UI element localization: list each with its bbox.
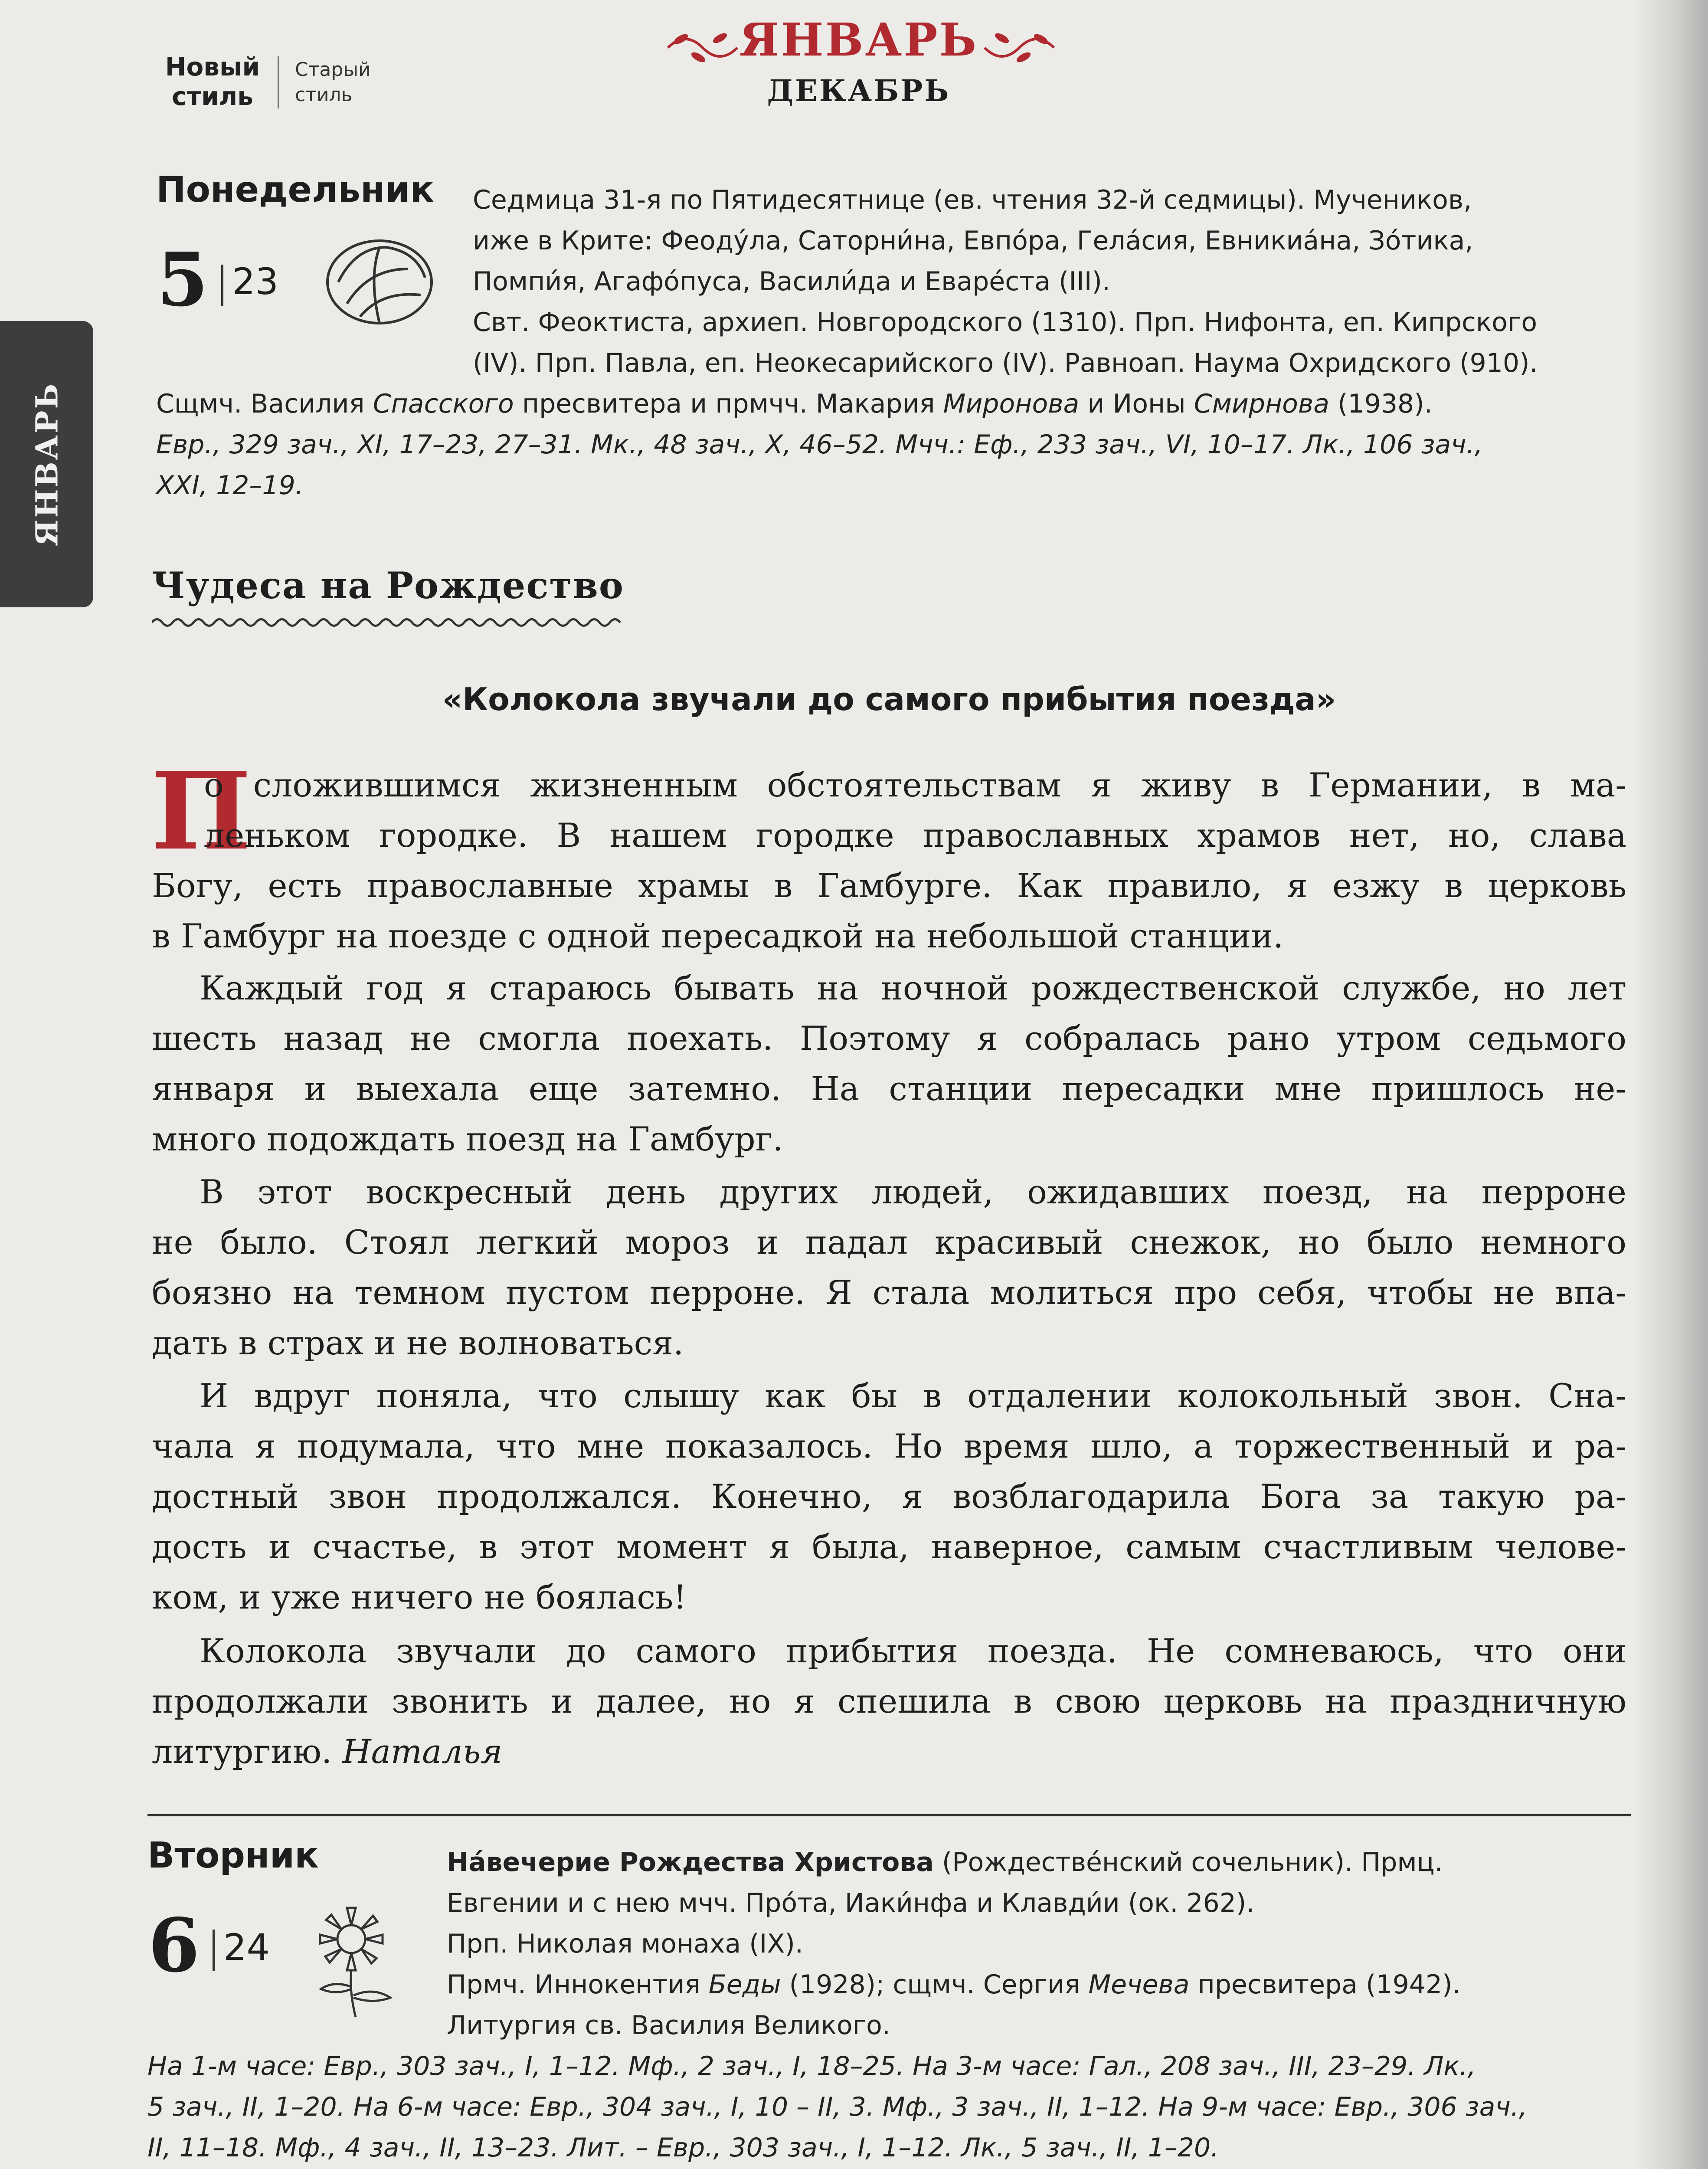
- story-line-2: леньком городке. В нашем городке православных храмов нет, но, слава: [204, 816, 1626, 855]
- story-line-16: дость и счастье, в этот момент я была, наверное, самым счастливым челове-: [152, 1527, 1626, 1566]
- old-style-label: [295, 57, 371, 108]
- tuesday-line4-b: Беды: [708, 1969, 781, 2000]
- wavy-underline-icon: [152, 616, 629, 629]
- month-new-title: ЯНВАРЬ: [739, 13, 978, 66]
- story-line-15: достный звон продолжался. Конечно, я возблагодарила Бога за такую ра-: [152, 1477, 1626, 1516]
- page-edge-shadow: [1634, 0, 1708, 2169]
- monday-text-line2: иже в Крите: Феоду́ла, Саторни́на, Евпо́ра, Гела́сия, Евникиа́на, Зо́тика,: [473, 226, 1473, 256]
- martyrs-part-c: пресвитера и прмчч. Макария: [514, 389, 943, 419]
- monday-text-line4: Свт. Феоктиста, архиеп. Новгородского (1310). Прп. Нифонта, еп. Кипрского: [473, 307, 1538, 337]
- tuesday-line4-a: Прмч. Иннокентия: [447, 1969, 709, 2000]
- story-line-3: Богу, есть православные храмы в Гамбурге. Как правило, я езжу в церковь: [152, 866, 1626, 905]
- tuesday-feast-line: [447, 1842, 1443, 1883]
- tuesday-line4-c: (1928); сщмч. Сергия: [781, 1969, 1089, 2000]
- story-line-13: И вдруг поняла, что слышу как бы в отдалении колокольный звон. Сна-: [200, 1376, 1626, 1415]
- tuesday-line3: Прп. Николая монаха (IX).: [447, 1929, 803, 1959]
- tuesday-day-old: 24: [223, 1926, 270, 1969]
- monday-day-old: 23: [232, 260, 278, 303]
- month-old-title: ДЕКАБРЬ: [767, 74, 951, 108]
- side-month-label: ЯНВАРЬ: [29, 382, 65, 547]
- tuesday-line4-d: Мечева: [1088, 1969, 1190, 2000]
- story-line-18: Колокола звучали до самого прибытия поезда. Не сомневаюсь, что они: [200, 1632, 1626, 1670]
- tuesday-readings-line2: 5 зач., II, 1–20. На 6-м часе: Евр., 304 зач., I, 10 – II, 3. Мф., 3 зач., II, 1–12. На 9-м часе: Евр., 306 зач.,: [147, 2092, 1528, 2122]
- new-style-line2: стиль: [172, 82, 253, 111]
- martyrs-part-b: Спасского: [373, 389, 514, 419]
- story-line-5: Каждый год я стараюсь бывать на ночной рождественской службе, но лет: [200, 969, 1626, 1007]
- new-style-line1: Новый: [165, 52, 260, 82]
- story-line-7: января и выехала еще затемно. На станции пересадки мне пришлось не-: [152, 1069, 1626, 1108]
- tuesday-readings-line1: На 1-м часе: Евр., 303 зач., I, 1–12. Мф., 2 зач., I, 18–25. На 3-м часе: Гал., 208 зач., III, 23–29. Лк.,: [147, 2051, 1476, 2081]
- martyrs-part-e: и Ионы: [1079, 389, 1194, 419]
- monday-weekday: Понедельник: [156, 169, 434, 210]
- tuesday-line5: Литургия св. Василия Великого.: [447, 2010, 890, 2041]
- monday-text-line5: (IV). Прп. Павла, еп. Неокесарийского (IV). Равноап. Наума Охридского (910).: [473, 348, 1538, 378]
- story-title: «Колокола звучали до самого прибытия поезда»: [442, 681, 1336, 718]
- tuesday-day-separator: [213, 1930, 215, 1971]
- monday-readings-line1: Евр., 329 зач., XI, 17–23, 27–31. Мк., 48 зач., X, 46–52. Мчч.: Еф., 233 зач., VI, 10–17. Лк., 106 зач.,: [156, 429, 1483, 460]
- story-line-19: продолжали звонить и далее, но я спешила в свою церковь на праздничную: [152, 1682, 1626, 1720]
- monday-day-new: 5: [157, 236, 209, 323]
- tuesday-line4-e: пресвитера (1942).: [1189, 1969, 1461, 2000]
- story-line-11: боязно на темном пустом перроне. Я стала молиться про себя, чтобы не впа-: [152, 1273, 1626, 1312]
- story-line-8: много подождать поезд на Гамбург.: [152, 1120, 783, 1158]
- story-line-20: [152, 1727, 1626, 1777]
- new-style-label: [156, 52, 269, 111]
- story-line-10: не было. Стоял легкий мороз и падал красивый снежок, но было немного: [152, 1223, 1626, 1261]
- old-style-line2: стиль: [295, 84, 353, 106]
- tuesday-feast-rest: (Рождестве́нский сочельник). Прмц.: [933, 1847, 1443, 1877]
- story-line-4: в Гамбург на поезде с одной пересадкой на небольшой станции.: [152, 917, 1284, 955]
- monday-martyrs-line: [156, 383, 1433, 424]
- story-line-6: шесть назад не смогла поехать. Поэтому я собралась рано утром седьмого: [152, 1019, 1626, 1058]
- cabbage-icon: [321, 230, 438, 330]
- tuesday-day-new: 6: [148, 1902, 200, 1989]
- drop-cap: П: [151, 749, 252, 874]
- story-line-9: В этот воскресный день других людей, ожидавших поезд, на перроне: [200, 1173, 1626, 1211]
- story-line-12: дать в страх и не волноваться.: [152, 1324, 684, 1362]
- section-title: Чудеса на Рождество: [152, 564, 624, 607]
- old-style-line1: Старый: [295, 59, 371, 81]
- tuesday-feast-title: На́вечерие Рождества Христова: [447, 1847, 934, 1877]
- martyrs-part-f: Смирнова: [1194, 389, 1330, 419]
- section-divider: [147, 1814, 1631, 1816]
- story-author: Наталья: [342, 1732, 503, 1771]
- story-line-17: ком, и уже ничего не боялась!: [152, 1578, 687, 1616]
- sunflower-icon: [304, 1900, 403, 2022]
- monday-readings-line2: XXI, 12–19.: [156, 470, 304, 501]
- martyrs-part-g: (1938).: [1329, 389, 1433, 419]
- story-last-line: литургию.: [152, 1732, 343, 1771]
- story-line-14: чала я подумала, что мне показалось. Но время шло, а торжественный и ра-: [152, 1427, 1626, 1465]
- monday-day-separator: [221, 265, 223, 306]
- martyrs-part-d: Миронова: [943, 389, 1080, 419]
- tuesday-line2: Евгении и с нею мчч. Про́та, Иаки́нфа и Клавди́и (ок. 262).: [447, 1888, 1255, 1918]
- tuesday-line4: [447, 1964, 1461, 2005]
- martyrs-part-a: Сщмч. Василия: [156, 389, 373, 419]
- tuesday-readings-line3: II, 11–18. Мф., 4 зач., II, 13–23. Лит. – Евр., 303 зач., I, 1–12. Лк., 5 зач., II, 1–20.: [147, 2133, 1219, 2163]
- monday-text-line3: Помпи́я, Агафо́пуса, Васили́да и Еваре́ста (III).: [473, 266, 1110, 297]
- tuesday-weekday: Вторник: [147, 1835, 319, 1876]
- monday-text-line1: Седмица 31-я по Пятидесятнице (ев. чтения 32-й седмицы). Мучеников,: [473, 185, 1472, 215]
- style-separator: [278, 56, 279, 108]
- side-month-tab: [0, 321, 93, 607]
- story-line-1: о сложившимся жизненным обстоятельствам я живу в Германии, в ма-: [204, 766, 1626, 804]
